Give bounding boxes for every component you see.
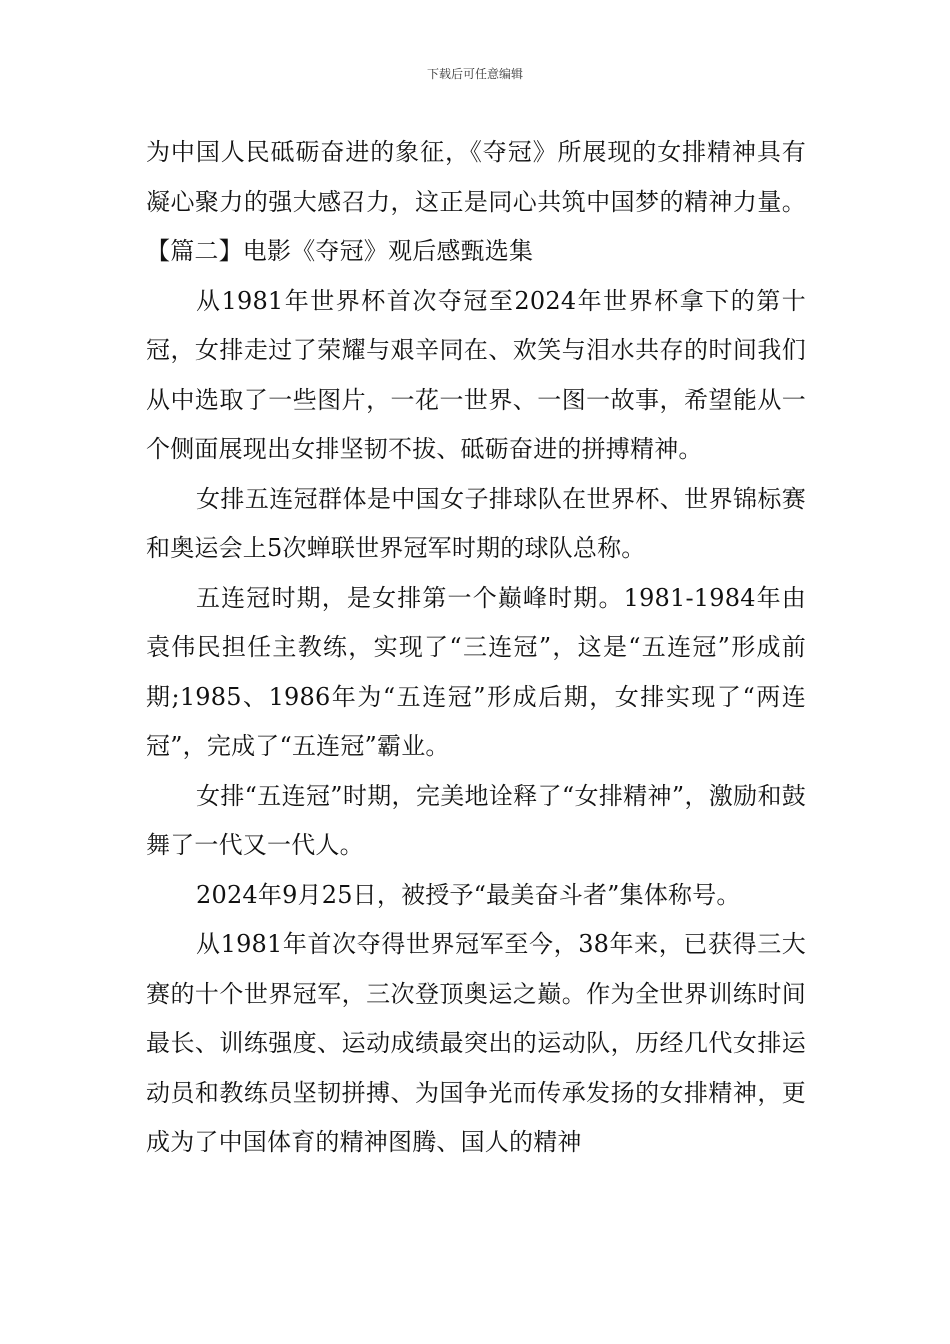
- paragraph: 从1981年世界杯首次夺冠至2024年世界杯拿下的第十冠，女排走过了荣耀与艰辛同在、欢笑与泪水共存的时间我们从中选取了一些图片，一花一世界、一图一故事，希望能从一个侧面展现出女排坚韧不拔、砥砺奋进的拼搏精神。: [146, 286, 806, 463]
- paragraph: 女排“五连冠”时期，完美地诠释了“女排精神”，激励和鼓舞了一代又一代人。: [146, 781, 806, 859]
- paragraph: 从1981年首次夺得世界冠军至今，38年来，已获得三大赛的十个世界冠军，三次登顶奥运之巅。作为全世界训练时间最长、训练强度、运动成绩最突出的运动队，历经几代女排运动员和教练员坚韧拼搏、为国争光而传承发扬的女排精神，更成为了中国体育的精神图腾、国人的精神: [146, 930, 806, 1156]
- page-header-note: 下载后可任意编辑: [426, 67, 523, 81]
- paragraph: 2024年9月25日，被授予“最美奋斗者”集体称号。: [196, 880, 741, 909]
- paragraph: 女排五连冠群体是中国女子排球队在世界杯、世界锦标赛和奥运会上5次蝉联世界冠军时期的球队总称。: [146, 484, 806, 562]
- paragraph: 五连冠时期，是女排第一个巅峰时期。1981-1984年由袁伟民担任主教练，实现了“三连冠”，这是“五连冠”形成前期;1985、1986年为“五连冠”形成后期，女排实现了“两连冠”，完成了“五连冠”霸业。: [146, 583, 806, 760]
- document-body: [146, 128, 806, 1168]
- paragraph-continuation: 为中国人民砥砺奋进的象征，《夺冠》所展现的女排精神具有凝心聚力的强大感召力，这正是同心共筑中国梦的精神力量。【篇二】电影《夺冠》观后感甄选集: [146, 138, 806, 265]
